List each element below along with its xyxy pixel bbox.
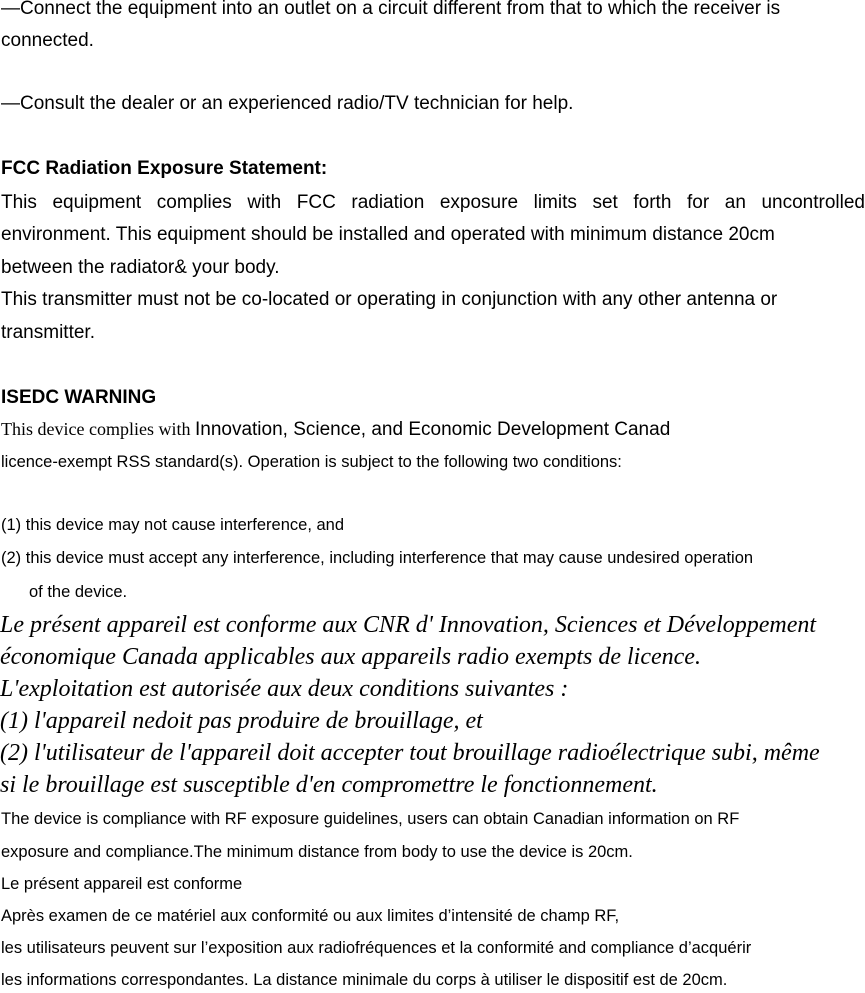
fcc-tip-connect-line2: connected. <box>1 30 94 51</box>
rf-exposure-line5: les utilisateurs peuvent sur l’exposition aux radiofréquences et la conformité and compliance d’acquérir <box>1 939 752 957</box>
rf-exposure-line2: exposure and compliance.The minimum distance from body to use the device is 20cm. <box>1 843 633 861</box>
isedc-intro-agency: Innovation, Science, and Economic Development Canad <box>194 419 671 440</box>
fcc-radiation-para1-line3: between the radiator& your body. <box>1 257 280 278</box>
rf-exposure-line3: Le présent appareil est conforme <box>1 875 243 893</box>
isedc-intro-line1 <box>1 419 670 441</box>
fcc-tip-consult: —Consult the dealer or an experienced radio/TV technician for help. <box>1 93 574 114</box>
isedc-condition1: (1) this device may not cause interference, and <box>1 516 345 534</box>
french-line1: Le présent appareil est conforme aux CNR d' Innovation, Sciences et Développement <box>0 612 817 638</box>
fcc-tip-connect-line1: —Connect the equipment into an outlet on a circuit different from that to which the receiver is <box>1 0 781 19</box>
fcc-radiation-heading: FCC Radiation Exposure Statement: <box>1 158 328 179</box>
isedc-intro-prefix: This device complies with <box>1 419 195 439</box>
isedc-condition2-line2: of the device. <box>29 583 128 601</box>
isedc-heading: ISEDC WARNING <box>1 387 157 408</box>
rf-exposure-line6: les informations correspondantes. La distance minimale du corps à utiliser le dispositif est de 20cm. <box>1 971 728 989</box>
french-line4: (1) l'appareil nedoit pas produire de brouillage, et <box>0 708 483 734</box>
isedc-intro-line2: licence-exempt RSS standard(s). Operation is subject to the following two conditions: <box>1 453 622 471</box>
french-line5: (2) l'utilisateur de l'appareil doit accepter tout brouillage radioélectrique subi, même <box>0 740 820 766</box>
fcc-radiation-para1-line2: environment. This equipment should be installed and operated with minimum distance 20cm <box>1 224 775 245</box>
french-line3: L'exploitation est autorisée aux deux conditions suivantes : <box>0 676 569 702</box>
fcc-radiation-para1-line1: This equipment complies with FCC radiation exposure limits set forth for an uncontrolled <box>1 192 865 213</box>
fcc-radiation-para2-line2: transmitter. <box>1 322 95 343</box>
rf-exposure-line4: Après examen de ce matériel aux conformité ou aux limites d’intensité de champ RF, <box>1 907 620 925</box>
fcc-radiation-para2-line1: This transmitter must not be co-located or operating in conjunction with any other antenna or <box>1 289 778 310</box>
french-line2: économique Canada applicables aux appareils radio exempts de licence. <box>0 644 701 670</box>
french-line6: si le brouillage est susceptible d'en compromettre le fonctionnement. <box>0 772 658 798</box>
isedc-condition2-line1: (2) this device must accept any interference, including interference that may cause undesired operation <box>1 549 754 567</box>
rf-exposure-line1: The device is compliance with RF exposure guidelines, users can obtain Canadian information on RF <box>1 810 740 828</box>
